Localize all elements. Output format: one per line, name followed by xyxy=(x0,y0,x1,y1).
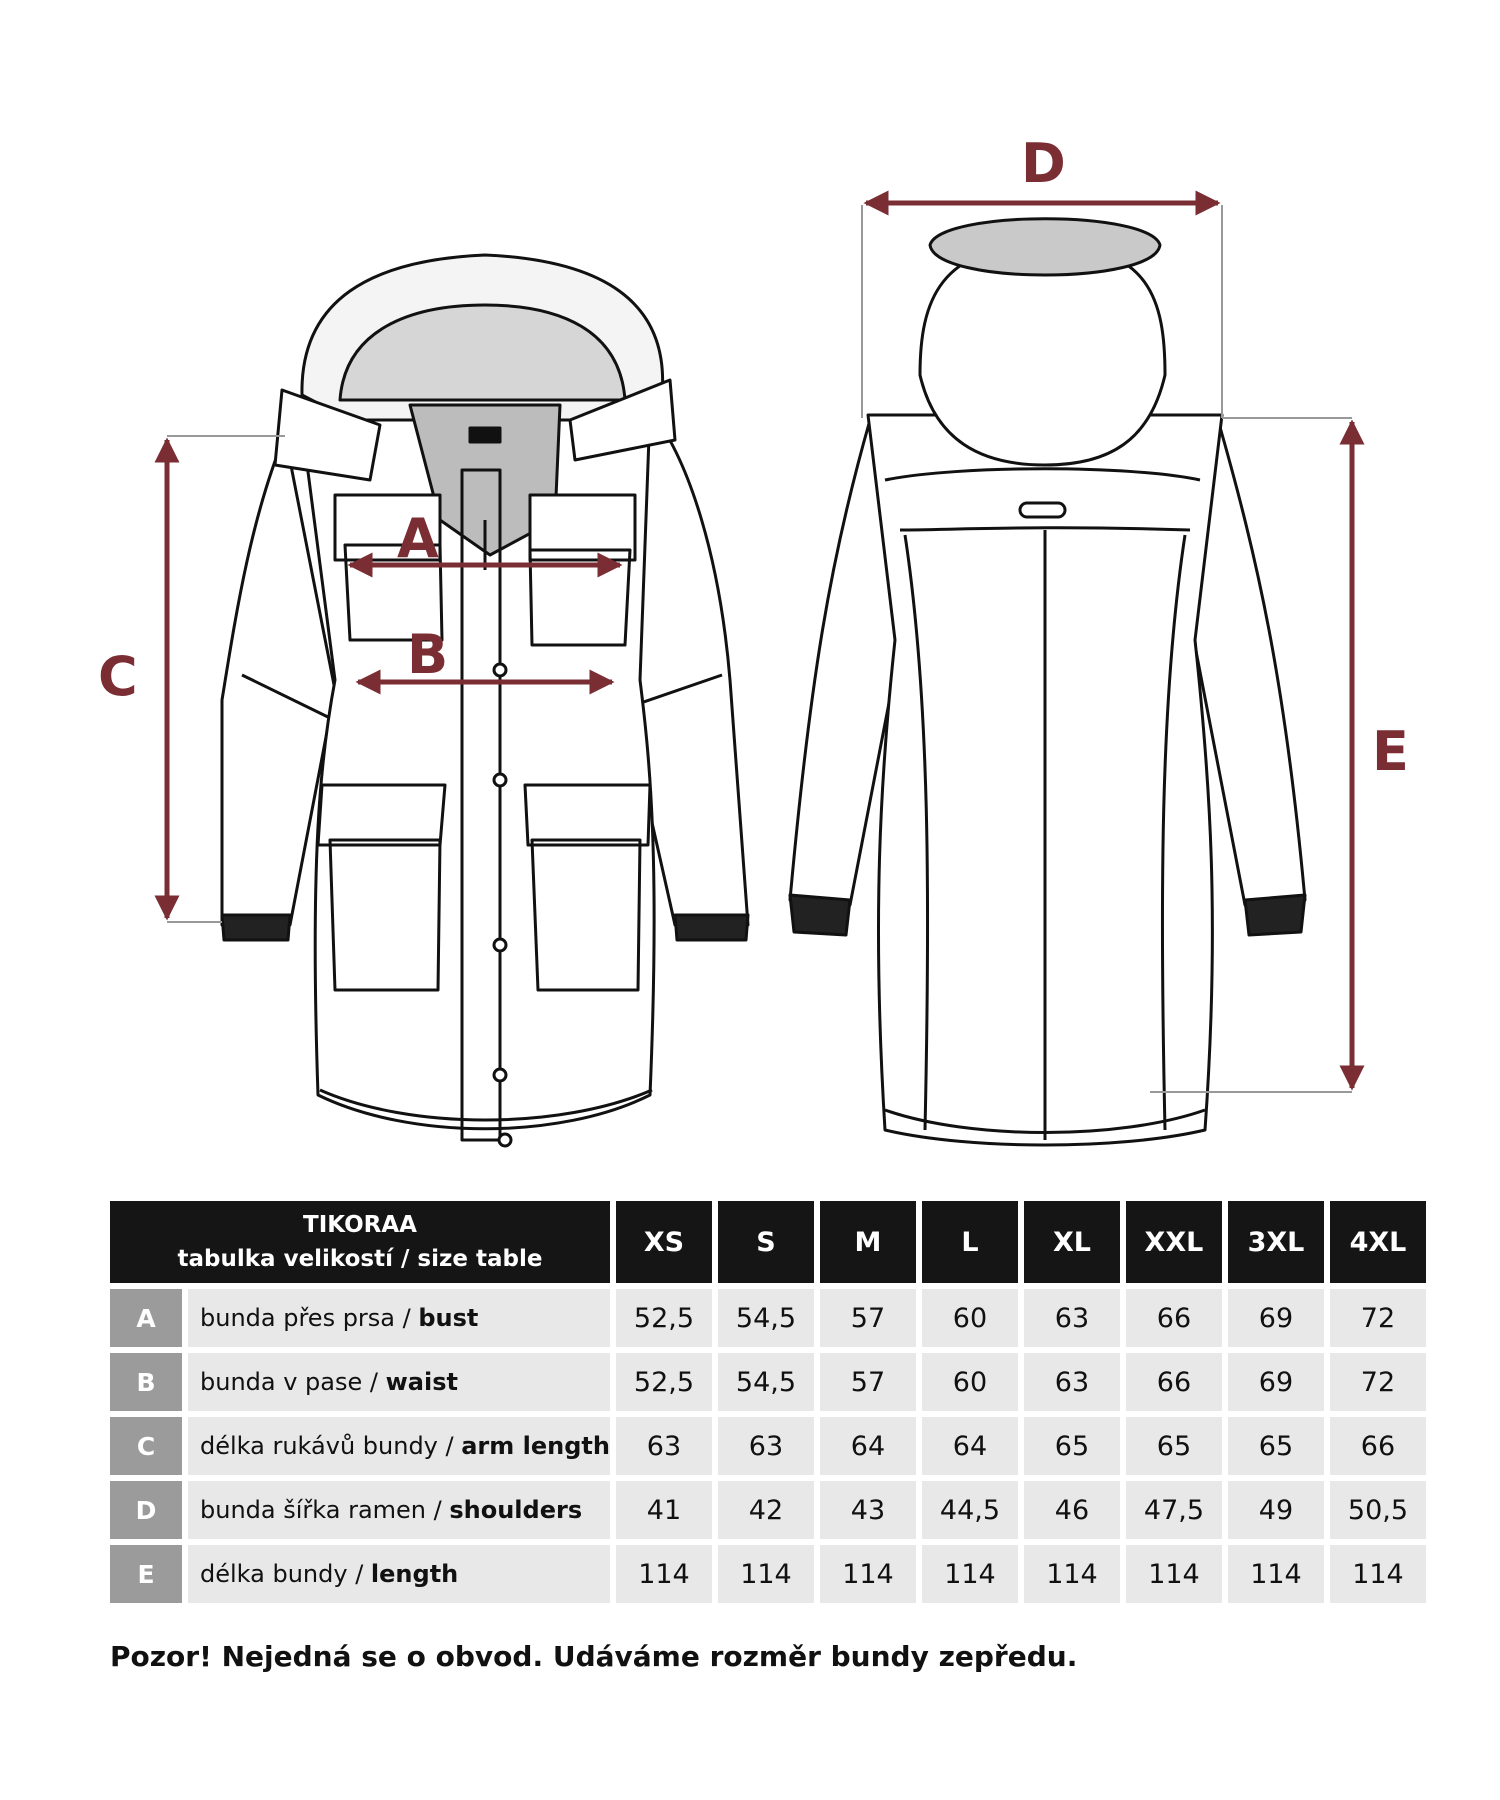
row-label-cz: bunda přes prsa / xyxy=(200,1304,419,1332)
table-cell: 44,5 xyxy=(922,1481,1018,1539)
row-label-cz: bunda v pase / xyxy=(200,1368,386,1396)
table-row xyxy=(110,1545,1426,1603)
table-cell: 114 xyxy=(820,1545,916,1603)
size-header: XS xyxy=(616,1201,712,1283)
label-e: E xyxy=(1372,720,1409,783)
table-cell: 72 xyxy=(1330,1289,1426,1347)
table-cell: 114 xyxy=(922,1545,1018,1603)
row-label-en: length xyxy=(370,1560,459,1588)
table-cell: 66 xyxy=(1330,1417,1426,1475)
row-letter: D xyxy=(110,1481,182,1539)
table-cell: 69 xyxy=(1228,1289,1324,1347)
row-label xyxy=(188,1289,610,1347)
row-label-cz: délka bundy / xyxy=(200,1560,371,1588)
table-cell: 49 xyxy=(1228,1481,1324,1539)
table-cell: 65 xyxy=(1228,1417,1324,1475)
table-cell: 57 xyxy=(820,1289,916,1347)
table-cell: 65 xyxy=(1024,1417,1120,1475)
size-header: XL xyxy=(1024,1201,1120,1283)
row-label-en: bust xyxy=(418,1304,479,1332)
table-cell: 52,5 xyxy=(616,1353,712,1411)
table-cell: 42 xyxy=(718,1481,814,1539)
table-cell: 63 xyxy=(1024,1289,1120,1347)
row-letter: B xyxy=(110,1353,182,1411)
table-cell: 66 xyxy=(1126,1289,1222,1347)
table-cell: 50,5 xyxy=(1330,1481,1426,1539)
label-a: A xyxy=(397,507,439,570)
table-row xyxy=(110,1353,1426,1411)
label-d: D xyxy=(1021,132,1066,195)
row-label-en: arm length xyxy=(461,1432,610,1460)
size-header: XXL xyxy=(1126,1201,1222,1283)
table-cell: 114 xyxy=(616,1545,712,1603)
size-table-header xyxy=(110,1201,1426,1283)
table-row xyxy=(110,1417,1426,1475)
measurement-note: Pozor! Nejedná se o obvod. Udáváme rozměr bundy zepředu. xyxy=(110,1640,1078,1673)
row-letter: A xyxy=(110,1289,182,1347)
table-row xyxy=(110,1481,1426,1539)
table-cell: 72 xyxy=(1330,1353,1426,1411)
label-c: C xyxy=(98,645,138,708)
table-cell: 46 xyxy=(1024,1481,1120,1539)
size-table xyxy=(104,1195,1432,1609)
row-label xyxy=(188,1417,610,1475)
row-label-cz: délka rukávů bundy / xyxy=(200,1432,462,1460)
label-b: B xyxy=(407,623,449,686)
table-cell: 63 xyxy=(616,1417,712,1475)
table-cell: 69 xyxy=(1228,1353,1324,1411)
row-label-cz: bunda šířka ramen / xyxy=(200,1496,450,1524)
row-label-en: shoulders xyxy=(449,1496,583,1524)
table-cell: 54,5 xyxy=(718,1289,814,1347)
table-cell: 114 xyxy=(1228,1545,1324,1603)
row-label-en: waist xyxy=(385,1368,458,1396)
table-cell: 52,5 xyxy=(616,1289,712,1347)
size-header: S xyxy=(718,1201,814,1283)
table-title xyxy=(110,1201,610,1283)
table-cell: 64 xyxy=(922,1417,1018,1475)
table-cell: 57 xyxy=(820,1353,916,1411)
jacket-back-icon xyxy=(790,219,1305,1145)
table-cell: 63 xyxy=(1024,1353,1120,1411)
table-cell: 114 xyxy=(1024,1545,1120,1603)
size-header: M xyxy=(820,1201,916,1283)
row-label xyxy=(188,1545,610,1603)
table-cell: 60 xyxy=(922,1353,1018,1411)
table-cell: 41 xyxy=(616,1481,712,1539)
size-header: 3XL xyxy=(1228,1201,1324,1283)
size-header: L xyxy=(922,1201,1018,1283)
table-cell: 65 xyxy=(1126,1417,1222,1475)
table-cell: 114 xyxy=(718,1545,814,1603)
table-row xyxy=(110,1289,1426,1347)
table-cell: 47,5 xyxy=(1126,1481,1222,1539)
row-label xyxy=(188,1353,610,1411)
table-cell: 66 xyxy=(1126,1353,1222,1411)
table-cell: 54,5 xyxy=(718,1353,814,1411)
table-cell: 43 xyxy=(820,1481,916,1539)
table-cell: 60 xyxy=(922,1289,1018,1347)
table-cell: 64 xyxy=(820,1417,916,1475)
table-cell: 114 xyxy=(1330,1545,1426,1603)
row-label xyxy=(188,1481,610,1539)
table-subtitle: tabulka velikostí / size table xyxy=(177,1246,543,1272)
row-letter: C xyxy=(110,1417,182,1475)
brand-name: TIKORAA xyxy=(303,1212,417,1238)
size-header: 4XL xyxy=(1330,1201,1426,1283)
jacket-front-icon xyxy=(222,255,748,1146)
table-cell: 114 xyxy=(1126,1545,1222,1603)
table-cell: 63 xyxy=(718,1417,814,1475)
row-letter: E xyxy=(110,1545,182,1603)
